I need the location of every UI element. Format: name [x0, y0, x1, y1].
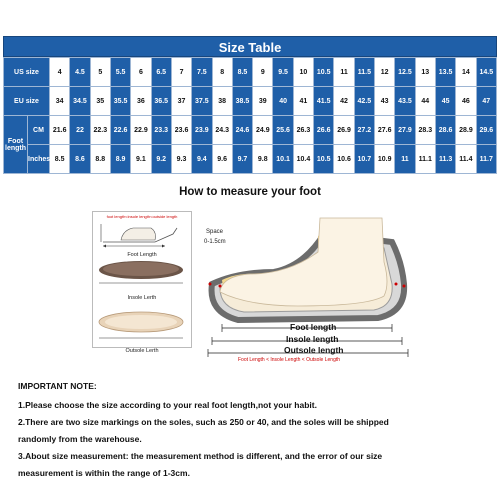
inches-cell: 10.1 [273, 145, 293, 174]
eu_sizes-cell: 44 [415, 87, 435, 116]
eu_sizes-cell: 45 [435, 87, 455, 116]
us_sizes-cell: 7.5 [192, 58, 212, 87]
eu_sizes-cell: 38.5 [232, 87, 252, 116]
inches-cell: 9.3 [171, 145, 191, 174]
cm-cell: 25.6 [273, 116, 293, 145]
cm-row [4, 116, 497, 145]
eu_sizes-cell: 38 [212, 87, 232, 116]
cm-cell: 24.9 [253, 116, 273, 145]
us_sizes-cell: 10.5 [314, 58, 334, 87]
inches-cell: 8.5 [50, 145, 70, 174]
note-line-2: 2.There are two size markings on the soles, such as 250 or 40, and the soles will be shipped [18, 416, 389, 427]
inches-cell: 8.6 [70, 145, 90, 174]
cm-cell: 26.9 [334, 116, 354, 145]
eu_sizes-cell: 47 [476, 87, 496, 116]
cm-cell: 22 [70, 116, 90, 145]
inches-cell: 9.4 [192, 145, 212, 174]
inches-cell: 10.4 [293, 145, 313, 174]
eu_sizes-cell: 37 [171, 87, 191, 116]
cm-cell: 26.6 [314, 116, 334, 145]
eu_sizes-cell: 36.5 [151, 87, 171, 116]
length-comparison-caption: foot length<insole length<outside length [106, 214, 178, 219]
us_sizes-cell: 7 [171, 58, 191, 87]
outsole-length-label-left: Outsole Lerth [125, 348, 159, 354]
size-table [3, 57, 497, 174]
us_sizes-cell: 5.5 [110, 58, 130, 87]
inches-cell: 11.7 [476, 145, 496, 174]
inches-cell: 10.9 [375, 145, 395, 174]
eu_sizes-cell: 36 [131, 87, 151, 116]
eu_sizes-cell: 39 [253, 87, 273, 116]
us_sizes-cell: 5 [90, 58, 110, 87]
note-line-4: 3.About size measurement: the measurement method is different, and the error of our size [18, 451, 383, 462]
space-value: 0-1.5cm [204, 239, 226, 245]
cm-cell: 28.6 [435, 116, 455, 145]
insole-length-label: Insole length [286, 334, 339, 344]
us_sizes-cell: 12 [375, 58, 395, 87]
cm-cell: 24.6 [232, 116, 252, 145]
inches-cell: 11.3 [435, 145, 455, 174]
cm-cell: 23.9 [192, 116, 212, 145]
inches-cell: 9.1 [131, 145, 151, 174]
note-line-1: 1.Please choose the size according to your real foot length,not your habit. [18, 399, 317, 410]
inches-cell: 11 [395, 145, 415, 174]
us-size-label: US size [4, 58, 50, 87]
cm-cell: 22.9 [131, 116, 151, 145]
cm-cell: 23.3 [151, 116, 171, 145]
cm-cell: 22.3 [90, 116, 110, 145]
cm-cell: 28.9 [456, 116, 476, 145]
eu-size-label: EU size [4, 87, 50, 116]
length-comparison-note: Foot Length < Insole Length < Outsole Length [238, 357, 341, 363]
us_sizes-cell: 6.5 [151, 58, 171, 87]
inches-cell: 8.8 [90, 145, 110, 174]
us_sizes-cell: 13.5 [435, 58, 455, 87]
eu_sizes-cell: 40 [273, 87, 293, 116]
cm-cell: 29.6 [476, 116, 496, 145]
notes-heading: IMPORTANT NOTE: [18, 381, 97, 391]
us_sizes-cell: 6 [131, 58, 151, 87]
inches-label: Inches [28, 145, 50, 174]
inches-cell: 9.7 [232, 145, 252, 174]
inches-cell: 9.8 [253, 145, 273, 174]
eu_sizes-cell: 43.5 [395, 87, 415, 116]
eu_sizes-cell: 34 [50, 87, 70, 116]
us_sizes-cell: 13 [415, 58, 435, 87]
eu_sizes-cell: 34.5 [70, 87, 90, 116]
us_sizes-cell: 4 [50, 58, 70, 87]
eu_sizes-cell: 43 [375, 87, 395, 116]
us_sizes-cell: 14 [456, 58, 476, 87]
us_sizes-cell: 8.5 [232, 58, 252, 87]
us_sizes-cell: 9.5 [273, 58, 293, 87]
us-size-row [4, 58, 497, 87]
eu_sizes-cell: 35 [90, 87, 110, 116]
us_sizes-cell: 10 [293, 58, 313, 87]
size-table-title: Size Table [3, 36, 497, 57]
inches-cell: 11.4 [456, 145, 476, 174]
cm-cell: 27.6 [375, 116, 395, 145]
us_sizes-cell: 8 [212, 58, 232, 87]
us_sizes-cell: 11.5 [354, 58, 374, 87]
cm-cell: 27.2 [354, 116, 374, 145]
us_sizes-cell: 9 [253, 58, 273, 87]
inches-row [4, 145, 497, 174]
eu_sizes-cell: 42 [334, 87, 354, 116]
note-line-3: randomly from the warehouse. [18, 434, 142, 444]
note-line-5: measurement is within the range of 1-3cm. [18, 468, 190, 479]
foot-length-label-left: Foot Length [127, 252, 157, 258]
eu-size-row [4, 87, 497, 116]
space-label: Space [206, 229, 224, 235]
cm-cell: 26.3 [293, 116, 313, 145]
inches-cell: 11.1 [415, 145, 435, 174]
foot-in-shoe-illustration [198, 214, 420, 366]
inches-cell: 10.7 [354, 145, 374, 174]
measuring-foot-illustration [93, 212, 193, 349]
eu_sizes-cell: 41.5 [314, 87, 334, 116]
cm-label: CM [28, 116, 50, 145]
eu_sizes-cell: 37.5 [192, 87, 212, 116]
cm-cell: 27.9 [395, 116, 415, 145]
foot-length-label: Foot length [4, 116, 28, 174]
cm-cell: 24.3 [212, 116, 232, 145]
us_sizes-cell: 11 [334, 58, 354, 87]
cm-cell: 22.6 [110, 116, 130, 145]
eu_sizes-cell: 46 [456, 87, 476, 116]
eu_sizes-cell: 42.5 [354, 87, 374, 116]
important-notes [18, 378, 488, 483]
outsole-length-label: Outsole length [284, 345, 344, 355]
us_sizes-cell: 12.5 [395, 58, 415, 87]
cm-cell: 28.3 [415, 116, 435, 145]
foot-length-label: Foot length [290, 322, 337, 332]
measure-title: How to measure your foot [179, 186, 321, 198]
inches-cell: 9.6 [212, 145, 232, 174]
inches-cell: 10.5 [314, 145, 334, 174]
us_sizes-cell: 14.5 [476, 58, 496, 87]
eu_sizes-cell: 35.5 [110, 87, 130, 116]
us_sizes-cell: 4.5 [70, 58, 90, 87]
inches-cell: 8.9 [110, 145, 130, 174]
inches-cell: 10.6 [334, 145, 354, 174]
insole-length-label-left: Insole Lerth [127, 295, 157, 301]
cm-cell: 21.6 [50, 116, 70, 145]
eu_sizes-cell: 41 [293, 87, 313, 116]
inches-cell: 9.2 [151, 145, 171, 174]
measurement-illustration-panel [92, 211, 192, 354]
cm-cell: 23.6 [171, 116, 191, 145]
